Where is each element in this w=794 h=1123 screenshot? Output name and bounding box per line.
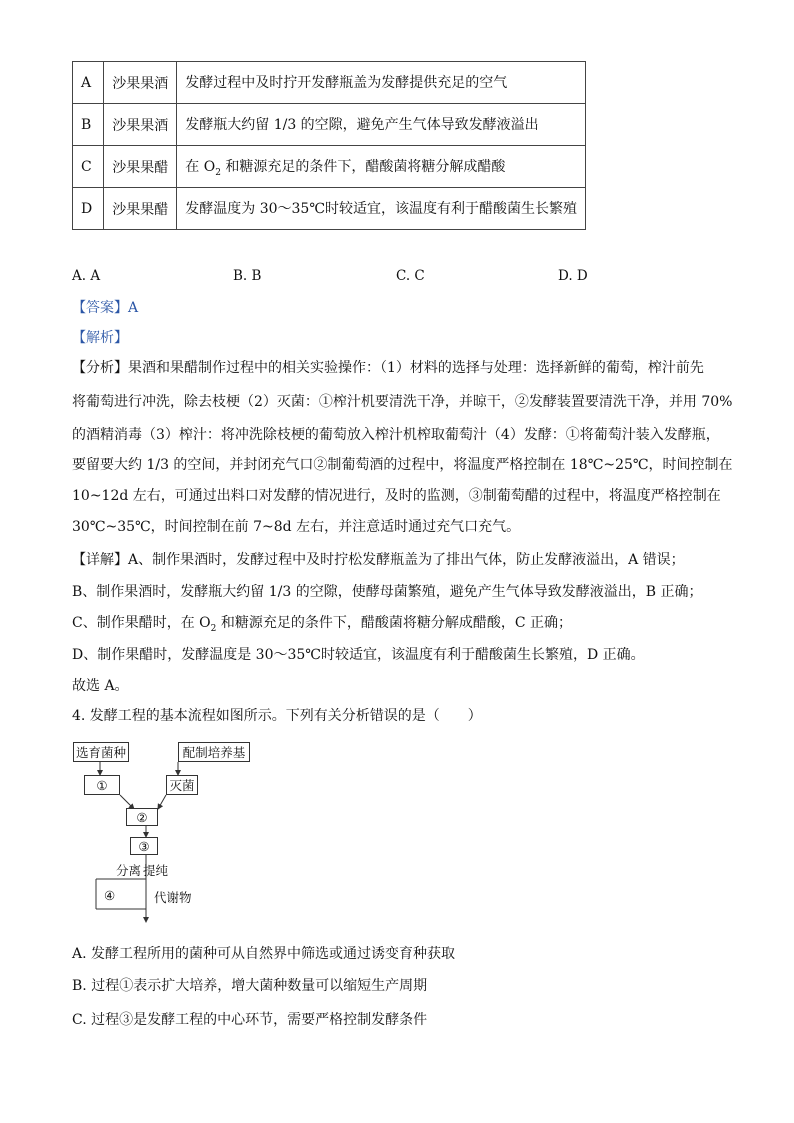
options-table xyxy=(72,61,586,230)
step-1-box: ① xyxy=(84,775,120,795)
prepare-medium-box: 配制培养基 xyxy=(178,742,250,762)
q4-option-c: C. 过程③是发酵工程的中心环节，需要严格控制发酵条件 xyxy=(72,1012,428,1028)
product-name: 沙果果酒 xyxy=(104,104,177,146)
step-3-box: ③ xyxy=(130,837,158,855)
table-row xyxy=(73,146,586,188)
step-4-label: ④ xyxy=(104,888,116,903)
analysis-line: 【分析】果酒和果醋制作过程中的相关实验操作：（1）材料的选择与处理：选择新鲜的葡萄，榨汁前先 xyxy=(72,360,704,376)
option-description: 发酵过程中及时拧开发酵瓶盖为发酵提供充足的空气 xyxy=(177,62,586,104)
choice-b: B. B xyxy=(233,268,262,284)
product-name: 沙果果酒 xyxy=(104,62,177,104)
analysis-line: 要留要大约 1/3 的空间，并封闭充气口②制葡萄酒的过程中，将温度严格控制在 18℃~25℃，时间控制在 xyxy=(72,457,733,473)
sterilize-box: 灭菌 xyxy=(166,775,198,795)
separate-label: 分离 xyxy=(116,863,142,878)
product-name: 沙果果醋 xyxy=(104,146,177,188)
choice-a: A. A xyxy=(72,268,101,284)
detail-line-5: 故选 A。 xyxy=(72,678,129,694)
option-description: 发酵瓶大约留 1/3 的空隙，避免产生气体导致发酵液溢出 xyxy=(177,104,586,146)
metabolite-label: 代谢物 xyxy=(154,890,192,905)
table-row xyxy=(73,104,586,146)
fermentation-flow-diagram xyxy=(72,738,246,928)
step-2-box: ② xyxy=(126,808,158,826)
analysis-line: 的酒精消毒（3）榨汁：将冲洗除枝梗的葡萄放入榨汁机榨取葡萄汁（4）发酵：①将葡萄汁装入发酵瓶， xyxy=(72,427,720,443)
product-name: 沙果果醋 xyxy=(104,188,177,230)
analysis-title: 【解析】 xyxy=(72,330,128,346)
analysis-line: 10~12d 左右，可通过出料口对发酵的情况进行，及时的监测，③制葡萄醋的过程中，将温度严格控制在 xyxy=(72,488,721,504)
question-4-stem: 4. 发酵工程的基本流程如图所示。下列有关分析错误的是（ ） xyxy=(72,708,482,724)
q4-option-a: A. 发酵工程所用的菌种可从自然界中筛选或通过诱变育种获取 xyxy=(72,946,456,962)
option-letter: D xyxy=(73,188,104,230)
choice-d: D. D xyxy=(558,268,588,284)
answer: 【答案】A xyxy=(72,300,139,316)
purify-label: 提纯 xyxy=(143,863,169,878)
detail-line-3: C、制作果醋时，在 $O_2$ 和糖源充足的条件下，醋酸菌将糖分解成醋酸，C 正确； xyxy=(72,615,572,634)
select-strain-box: 选育菌种 xyxy=(73,742,129,762)
detail-line-1: 【详解】A、制作果酒时，发酵过程中及时拧松发酵瓶盖为了排出气体，防止发酵液溢出，A 错误； xyxy=(72,552,685,568)
option-description: 发酵温度为 30～35℃时较适宜，该温度有利于醋酸菌生长繁殖 xyxy=(177,188,586,230)
analysis-line: 30℃~35℃，时间控制在前 7~8d 左右，并注意适时通过充气口充气。 xyxy=(72,519,521,535)
q4-option-b: B. 过程①表示扩大培养，增大菌种数量可以缩短生产周期 xyxy=(72,978,428,994)
detail-line-2: B、制作果酒时，发酵瓶大约留 1/3 的空隙，使酵母菌繁殖，避免产生气体导致发酵液溢出，B 正确； xyxy=(72,584,703,600)
table-row xyxy=(73,62,586,104)
option-letter: B xyxy=(73,104,104,146)
option-description: 在 $O_2$ 和糖源充足的条件下，醋酸菌将糖分解成醋酸 xyxy=(177,146,586,188)
option-letter: A xyxy=(73,62,104,104)
detail-line-4: D、制作果醋时，发酵温度是 30～35℃时较适宜，该温度有利于醋酸菌生长繁殖，D 正确。 xyxy=(72,647,645,663)
table-row xyxy=(73,188,586,230)
analysis-line: 将葡萄进行冲洗，除去枝梗（2）灭菌：①榨汁机要清洗干净，并晾干，②发酵装置要清洗干净，并用 70% xyxy=(72,394,733,410)
choice-c: C. C xyxy=(396,268,425,284)
option-letter: C xyxy=(73,146,104,188)
